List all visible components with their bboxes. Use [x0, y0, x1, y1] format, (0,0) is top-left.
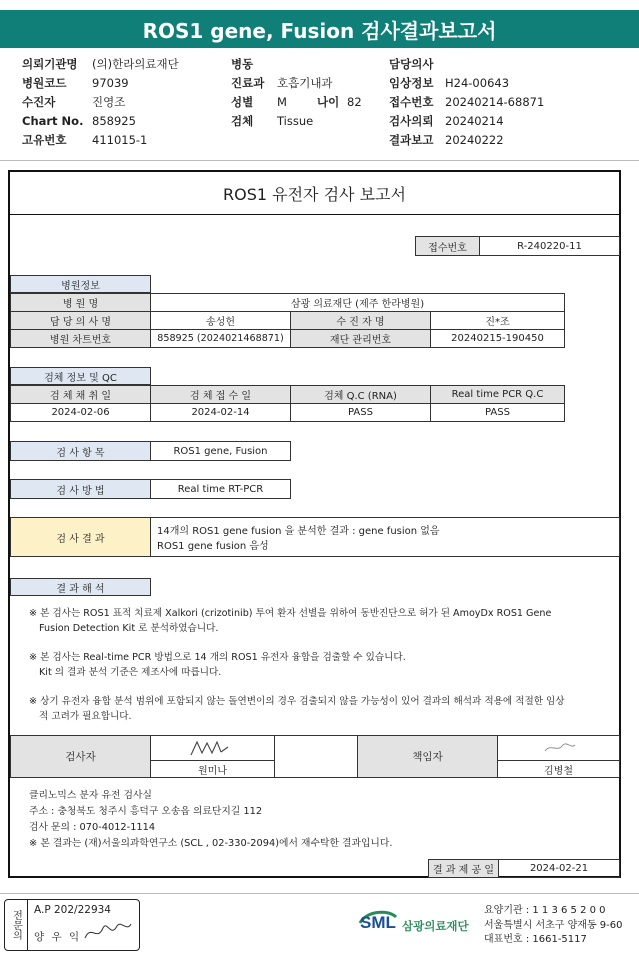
interp-line: 적 고려가 필요합니다.	[39, 711, 132, 722]
header-label: 수진자	[22, 95, 56, 109]
empty-cell	[274, 735, 358, 778]
report-title: ROS1 유전자 검사 보고서	[10, 172, 619, 215]
doctor-value: 송성헌	[150, 311, 291, 330]
hospital-name-value: 삼광 의료재단 (제주 한라병원)	[150, 293, 565, 312]
lab-address: 주소 : 충청북도 청주시 흥덕구 오송읍 의료단지길 112	[29, 806, 263, 817]
org-phone: 대표번호 : 1661-5117	[484, 934, 587, 945]
header-value: 20240214	[445, 114, 504, 128]
result-line-2: ROS1 gene fusion 음성	[157, 541, 269, 552]
footer-divider	[0, 893, 639, 894]
header-label: 병동	[231, 57, 254, 71]
header-value: 진영조	[92, 95, 126, 109]
receive-date-label: 검 체 접 수 일	[150, 385, 291, 404]
header-label: 임상정보	[389, 76, 434, 90]
doctor-label: 담 당 의 사 명	[10, 311, 151, 330]
header-value: 858925	[92, 114, 136, 128]
chart-value: 858925 (2024021468871)	[150, 329, 291, 348]
header-label: 진료과	[231, 76, 265, 90]
org-address: 서울특별시 서초구 양재동 9-60	[484, 919, 623, 931]
header-col-2	[231, 55, 362, 131]
signature-icon	[188, 738, 238, 758]
signature-icon	[539, 739, 579, 757]
receive-date-value: 2024-02-14	[150, 403, 291, 422]
receipt-value: R-240220-11	[479, 236, 620, 256]
interp-line: ※ 본 검사는 Real-time PCR 방법으로 14 개의 ROS1 유전자 융합을 검출할 수 있습니다.	[29, 652, 406, 663]
interpretation-label: 결 과 해 석	[10, 578, 151, 596]
header-label: 검체	[231, 114, 254, 128]
collect-date-value: 2024-02-06	[10, 403, 151, 422]
chart-label: 병원 차트번호	[10, 329, 151, 348]
tester-signature	[150, 735, 275, 761]
header-value: H24-00643	[445, 76, 510, 90]
hospital-section-label: 병원정보	[10, 275, 151, 293]
stamp-name: 양 우 익	[34, 931, 82, 943]
manager-label: 책임자	[357, 735, 498, 778]
org-info	[484, 904, 623, 948]
header-value: 20240222	[445, 133, 504, 147]
test-method-label: 검 사 방 법	[10, 479, 151, 499]
header-col-3	[389, 55, 544, 150]
patient-label: 수 진 자 명	[290, 311, 431, 330]
header-label: 담당의사	[389, 57, 434, 71]
hospital-name-label: 병 원 명	[10, 293, 151, 312]
header-label: Chart No.	[22, 114, 84, 128]
header-label: 고유번호	[22, 133, 67, 147]
org-name: 삼광의료재단	[402, 919, 469, 933]
qc-rna-value: PASS	[290, 403, 431, 422]
age-label: 나이	[317, 95, 340, 109]
tester-label: 검사자	[10, 735, 151, 778]
qc-pcr-label: Real time PCR Q.C	[430, 385, 565, 404]
pathologist-stamp	[4, 899, 140, 951]
header-divider	[0, 160, 639, 161]
interp-line: Kit 의 결과 분석 기준은 제조사에 따릅니다.	[39, 667, 222, 678]
stamp-license: A.P 202/22934	[34, 904, 111, 916]
patient-value: 진*조	[430, 311, 565, 330]
header-label: 검사의뢰	[389, 114, 434, 128]
header-value: 97039	[92, 76, 129, 90]
stamp-signature-icon	[81, 916, 135, 946]
provide-date-label: 결 과 제 공 일	[428, 859, 499, 878]
result-line-1: 14개의 ROS1 gene fusion 을 분석한 결과 : gene fusion 없음	[157, 526, 440, 537]
lab-contact: 검사 문의 : 070-4012-1114	[29, 822, 156, 833]
qc-rna-label: 검체 Q.C (RNA)	[290, 385, 431, 404]
result-label: 검 사 결 과	[10, 517, 151, 557]
header-value: 411015-1	[92, 133, 148, 147]
interp-line: ※ 본 검사는 ROS1 표적 치료제 Xalkori (crizotinib) 투여 환자 선별을 위하여 동반진단으로 허가 된 AmoyDx ROS1 Gene	[29, 608, 552, 619]
header-value: 호흡기내과	[277, 76, 333, 90]
manager-signature	[497, 735, 620, 761]
interp-line: Fusion Detection Kit 로 분석하였습니다.	[39, 623, 219, 634]
report-banner: ROS1 gene, Fusion 검사결과보고서	[0, 10, 639, 48]
provide-date-value: 2024-02-21	[498, 859, 620, 878]
specimen-section-label: 검체 정보 및 QC	[10, 367, 151, 385]
manager-name: 김병철	[497, 760, 620, 778]
header-label: 접수번호	[389, 95, 434, 109]
lab-info	[29, 788, 392, 852]
interp-line: ※ 상기 유전자 융합 분석 범위에 포함되지 않는 돌연변이의 경우 검출되지 않을 가능성이 있어 결과의 해석과 적용에 적절한 임상	[29, 696, 565, 707]
header-value: 20240214-68871	[445, 95, 545, 109]
header-col-1	[22, 55, 179, 150]
foundation-value: 20240215-190450	[430, 329, 565, 348]
org-code: 요양기관 : 1 1 3 6 5 2 0 0	[484, 905, 606, 916]
test-method-value: Real time RT-PCR	[150, 479, 291, 499]
lab-note: ※ 본 결과는 (재)서울의과학연구소 (SCL , 02-330-2094)에서 재수탁한 결과입니다.	[29, 838, 393, 849]
result-box	[150, 517, 620, 557]
receipt-label: 접수번호	[415, 236, 480, 256]
test-item-label: 검 사 항 목	[10, 441, 151, 461]
header-label: 결과보고	[389, 133, 434, 147]
header-label: 병원코드	[22, 76, 67, 90]
header-value: Tissue	[277, 114, 314, 128]
header-value: M	[277, 95, 287, 109]
lab-name: 클리노믹스 분자 유전 검사실	[29, 790, 152, 801]
test-item-value: ROS1 gene, Fusion	[150, 441, 291, 461]
age-value: 82	[347, 95, 362, 109]
qc-pcr-value: PASS	[430, 403, 565, 422]
interpretation-text	[29, 606, 614, 724]
logo-text: SML	[360, 913, 396, 932]
tester-name: 원미나	[150, 760, 275, 778]
header-label: 의뢰기관명	[22, 57, 78, 71]
collect-date-label: 검 체 채 취 일	[10, 385, 151, 404]
header-label: 성별	[231, 95, 254, 109]
header-value: (의)한라의료재단	[92, 57, 179, 71]
foundation-label: 재단 관리번호	[290, 329, 431, 348]
stamp-side-label: 전문의	[5, 900, 28, 950]
